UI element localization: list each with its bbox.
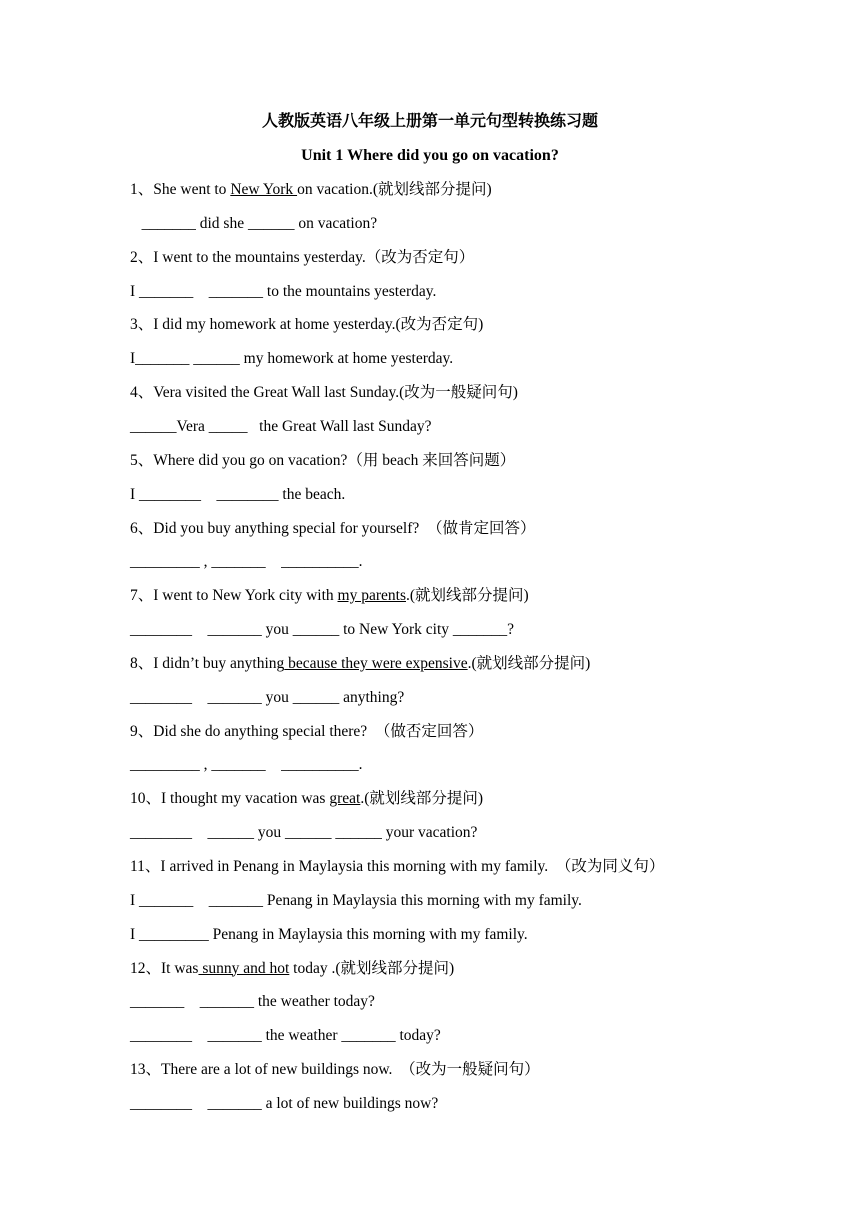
line-text: ______Vera _____ the Great Wall last Sunday? [130, 417, 432, 435]
answer-line [130, 1026, 441, 1046]
question-line [130, 857, 664, 877]
line-text: I_______ ______ my homework at home yesterday. [130, 350, 454, 368]
question-line [130, 722, 483, 742]
question-line [130, 383, 518, 403]
answer-line [130, 823, 477, 843]
answer-line [130, 688, 404, 708]
question-line [130, 654, 590, 674]
line-text: 7、I went to New York city with [130, 587, 338, 605]
line-text: 2、I went to the mountains yesterday.（改为否定句） [130, 248, 475, 266]
line-text: .(就划线部分提问) [360, 790, 484, 808]
question-line [130, 451, 515, 471]
answer-line [130, 214, 377, 234]
line-text: 12、It was [130, 959, 199, 977]
line-text: today .(就划线部分提问) [289, 959, 455, 977]
line-text: 1、She went to [130, 181, 231, 198]
question-line [130, 180, 492, 200]
answer-line [130, 417, 432, 437]
answer-line [130, 1094, 438, 1114]
question-line [130, 519, 536, 539]
line-text: .(就划线部分提问) [405, 587, 529, 605]
answer-line [130, 992, 375, 1012]
document-title: 人教版英语八年级上册第一单元句型转换练习题 [261, 113, 598, 130]
underlined-text: New York [230, 181, 298, 198]
answer-line [130, 891, 582, 911]
line-text: _________ , _______ __________. [130, 756, 363, 774]
line-text: I _________ Penang in Maylaysia this morning with my family. [130, 925, 528, 943]
answer-line [130, 485, 345, 505]
line-text: 9、Did she do anything special there? （做否定回答） [130, 722, 484, 740]
line-text: .(就划线部分提问) [467, 654, 591, 672]
question-line [130, 1060, 540, 1080]
underlined-text: my parents [337, 587, 406, 605]
question-line [130, 248, 474, 268]
line-text: ________ _______ you ______ anything? [130, 688, 405, 706]
answer-line [130, 552, 363, 572]
line-text: ________ _______ the weather _______ today? [130, 1027, 441, 1045]
line-text: 3、I did my homework at home yesterday.(改为否定句) [130, 316, 484, 334]
line-text: ________ ______ you ______ ______ your vacation? [130, 824, 478, 842]
question-line [130, 959, 454, 979]
line-text: 11、I arrived in Penang in Maylaysia this morning with my family. （改为同义句） [130, 858, 665, 875]
answer-line [130, 755, 363, 775]
line-text: 13、There are a lot of new buildings now. （改为一般疑问句） [130, 1061, 540, 1079]
answer-line [130, 925, 528, 945]
question-line [130, 315, 483, 335]
line-text: on vacation.(就划线部分提问) [297, 181, 492, 198]
line-text: 6、Did you buy anything special for yourself? （做肯定回答） [130, 519, 536, 537]
line-text: 8、I didn’t buy anything [130, 654, 285, 672]
underlined-text: great [329, 790, 361, 808]
answer-line [130, 620, 514, 640]
line-text: I _______ _______ to the mountains yesterday. [130, 282, 437, 300]
line-text: I ________ ________ the beach. [130, 485, 346, 503]
line-text: 10、I thought my vacation was [130, 790, 330, 808]
answer-line [130, 349, 453, 369]
document-subtitle: Unit 1 Where did you go on vacation? [301, 147, 559, 164]
line-text: ________ _______ a lot of new buildings now? [130, 1094, 439, 1112]
line-text: _______ _______ the weather today? [130, 993, 375, 1011]
answer-line [130, 282, 436, 302]
line-text: 5、Where did you go on vacation?（用 beach 来回答问题） [130, 451, 516, 469]
underlined-text: sunny and hot [198, 959, 290, 977]
line-text: _______ did she ______ on vacation? [130, 214, 378, 232]
line-text: 4、Vera visited the Great Wall last Sunday.(改为一般疑问句) [130, 384, 518, 402]
question-line [130, 789, 483, 809]
line-text: _________ , _______ __________. [130, 553, 363, 571]
line-text: ________ _______ you ______ to New York city _______? [130, 621, 515, 639]
question-line [130, 586, 529, 606]
underlined-text: because they were expensive [284, 654, 468, 672]
line-text: I _______ _______ Penang in Maylaysia this morning with my family. [130, 891, 582, 909]
